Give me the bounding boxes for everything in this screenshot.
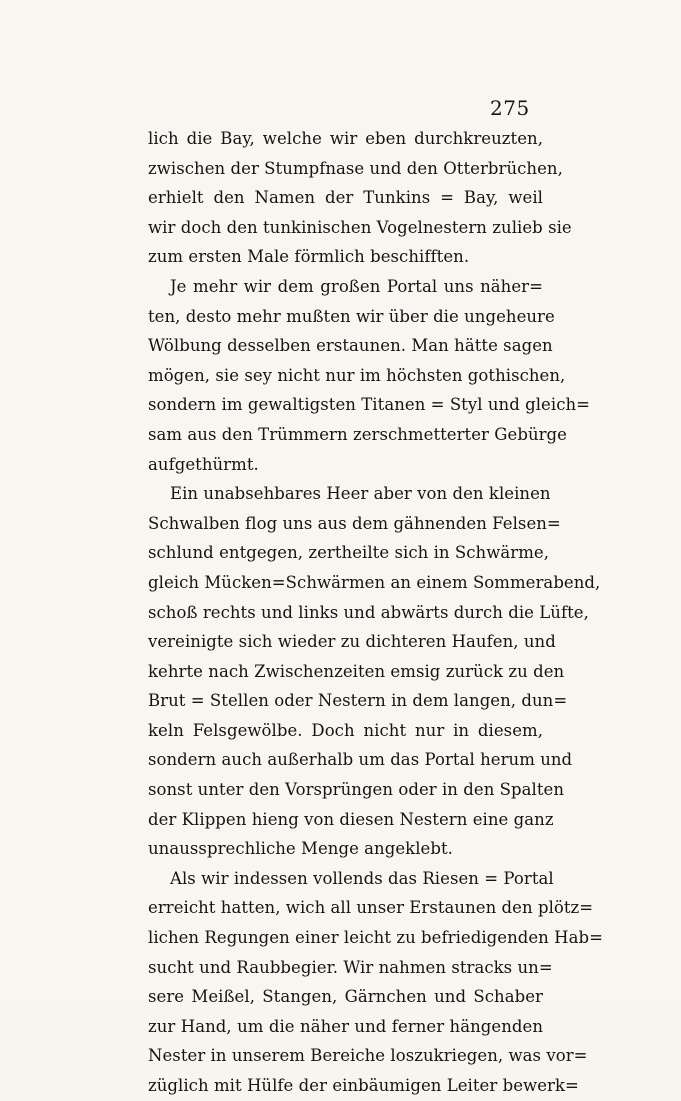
text-line: unaussprechliche Menge angeklebt.: [148, 839, 453, 859]
text-line: Nester in unserem Bereiche loszukriegen, was vor=: [148, 1046, 588, 1066]
text-line: sonst unter den Vorsprüngen oder in den Spalten: [148, 780, 565, 800]
text-line: keln Felsgewölbe. Doch nicht nur in diesem,: [148, 720, 543, 740]
text-line: Brut = Stellen oder Nestern in dem langen, dun=: [148, 691, 568, 711]
text-line: lich die Bay, welche wir eben durchkreuzten,: [148, 129, 543, 148]
text-line: sondern im gewaltigsten Titanen = Styl und gleich=: [148, 395, 591, 415]
text-line: lichen Regungen einer leicht zu befriedigenden Hab=: [148, 928, 603, 948]
text-line: zur Hand, um die näher und ferner hängenden: [148, 1016, 543, 1036]
text-line: aufgethürmt.: [148, 454, 259, 474]
text-line: zwischen der Stumpfnase und den Otterbrüchen,: [148, 158, 563, 178]
text-line: sondern auch außerhalb um das Portal herum und: [148, 750, 573, 770]
text-line: sere Meißel, Stangen, Gärnchen und Schaber: [148, 987, 543, 1007]
paragraph-start-line: Je mehr wir dem großen Portal uns näher=: [170, 276, 543, 296]
text-line: sucht und Raubbegier. Wir nahmen stracks un=: [148, 957, 553, 977]
text-line: vereinigte sich wieder zu dichteren Haufen, und: [148, 632, 556, 652]
text-line: gleich Mücken=Schwärmen an einem Sommerabend,: [148, 572, 601, 592]
body-text: [148, 124, 603, 1101]
text-line: Wölbung desselben erstaunen. Man hätte sagen: [148, 336, 553, 356]
text-line: der Klippen hieng von diesen Nestern eine ganz: [148, 809, 554, 829]
text-line: wir doch den tunkinischen Vogelnestern zulieb sie: [148, 217, 572, 237]
text-line: sam aus den Trümmern zerschmetterter Gebürge: [148, 424, 567, 444]
page-number: 275: [490, 96, 530, 120]
text-line: kehrte nach Zwischenzeiten emsig zurück zu den: [148, 661, 565, 681]
text-line: mögen, sie sey nicht nur im höchsten gothischen,: [148, 365, 566, 385]
text-line: schlund entgegen, zertheilte sich in Schwärme,: [148, 543, 550, 563]
text-line: schoß rechts und links und abwärts durch die Lüfte,: [148, 602, 589, 622]
text-line: erreicht hatten, wich all unser Erstaunen den plötz=: [148, 898, 594, 918]
paragraph-start-line: Ein unabsehbares Heer aber von den kleinen: [170, 484, 551, 504]
text-line: ten, desto mehr mußten wir über die ungeheure: [148, 306, 555, 326]
paragraph-start-line: Als wir indessen vollends das Riesen = Portal: [170, 868, 554, 888]
text-line: zum ersten Male förmlich beschifften.: [148, 247, 470, 267]
text-line: erhielt den Namen der Tunkins = Bay, weil: [148, 188, 543, 208]
text-line: Schwalben flog uns aus dem gähnenden Felsen=: [148, 513, 561, 533]
text-line: züglich mit Hülfe der einbäumigen Leiter bewerk=: [148, 1076, 579, 1095]
